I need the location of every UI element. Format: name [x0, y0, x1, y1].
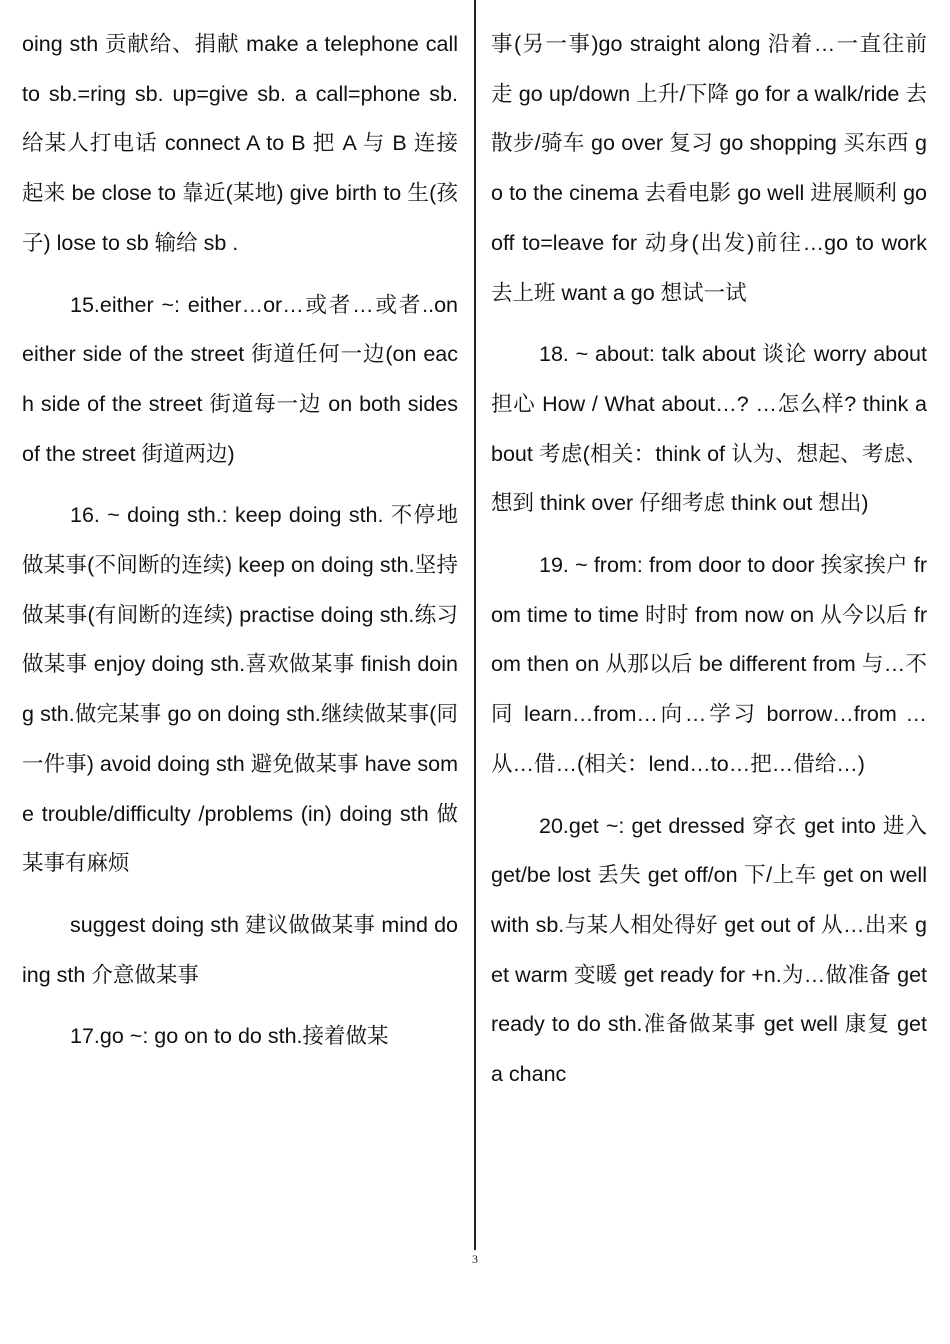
paragraph-item-18: 18. ~ about: talk about 谈论 worry about 担心 How / What about…? …怎么样? think about 考虑(相关：think of 认为、想起、考虑、想到 think over 仔细考虑 think out 想出) [491, 342, 927, 516]
paragraph-continuation-right: 事(另一事)go straight along 沿着…一直往前走 go up/down 上升/下降 go for a walk/ride 去散步/骑车 go over 复习 go shopping 买东西 go to the cinema 去看电影 go well 进展顺利 go off to=leave for 动身(出发)前往…go to work 去上班 want a go 想试一试 [491, 32, 927, 305]
paragraph-item-20: 20.get ~: get dressed 穿衣 get into 进入 get/be lost 丢失 get off/on 下/上车 get on well with sb.与某人相处得好 get out of 从…出来 get warm 变暖 get ready for +n.为…做准备 get ready to do sth.准备做某事 get well 康复 get a chanc [491, 813, 927, 1087]
paragraph-continuation-left: oing sth 贡献给、捐献 make a telephone call to sb.=ring sb. up=give sb. a call=phone sb.给某人打电话 connect A to B 把 A 与 B 连接起来 be close to 靠近(某地) give birth to 生(孩子) lose to sb 输给 sb . [22, 32, 458, 255]
page-number: 3 [472, 1252, 478, 1266]
right-column [491, 20, 927, 1100]
paragraph-item-19: 19. ~ from: from door to door 挨家挨户 from time to time 时时 from now on 从今以后 from then on 从那以后 be different from 与…不同 learn…from…向…学习 borrow…from …从…借…(相关：lend…to…把…借给…) [491, 553, 927, 776]
paragraph-item-16: 16. ~ doing sth.: keep doing sth. 不停地做某事(不间断的连续) keep on doing sth.坚持做某事(有间断的连续) practise doing sth.练习做某事 enjoy doing sth.喜欢做某事 finish doing sth.做完某事 go on doing sth.继续做某事(同一件事) avoid doing sth 避免做某事 have some trouble/difficulty /problems (in) doing sth 做某事有麻烦 [22, 503, 458, 876]
paragraph-item-17: 17.go ~: go on to do sth.接着做某 [70, 1024, 389, 1049]
column-divider [474, 0, 476, 1250]
left-column [22, 20, 458, 1062]
paragraph-item-15: 15.either ~: either…or…或者…或者..on either side of the street 街道任何一边(on each side of the street 街道每一边 on both sides of the street 街道两边) [22, 292, 458, 466]
paragraph-suggest-mind: suggest doing sth 建议做做某事 mind doing sth 介意做某事 [22, 912, 458, 987]
